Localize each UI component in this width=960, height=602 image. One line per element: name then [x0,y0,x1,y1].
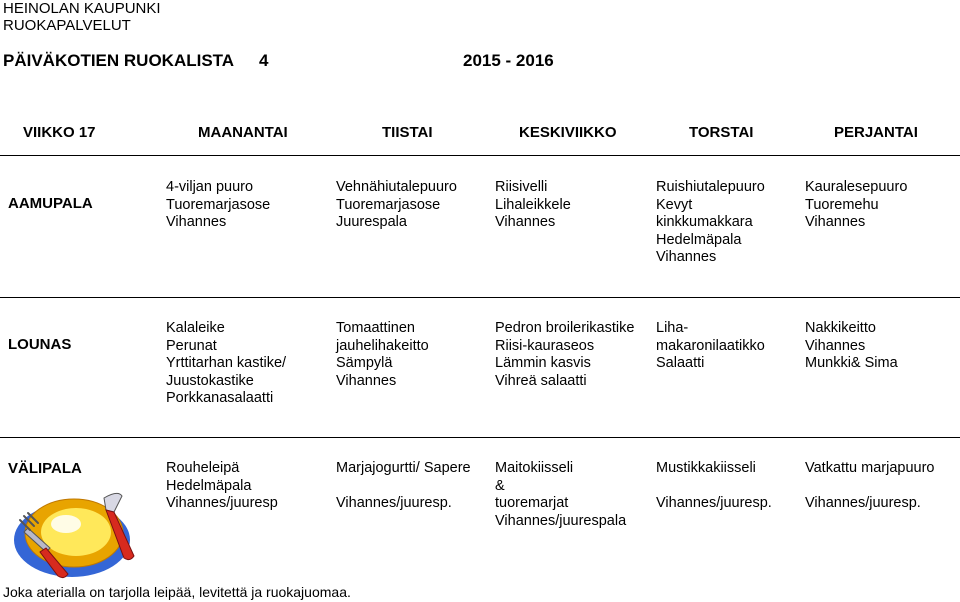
menu-item: Kauralesepuuro [805,179,908,195]
menu-item: Vihannes [805,214,866,230]
menu-item: Vihannes [166,214,227,230]
menu-cell-lunch-tuesday [336,320,429,390]
menu-item [805,478,935,496]
menu-item: Lämmin kasvis [495,355,591,371]
menu-item: Tuoremarjasose [166,196,271,213]
day-header-wednesday: KESKIVIIKKO [519,124,617,141]
menu-item: Hedelmäpala [166,477,252,494]
menu-cell-lunch-friday [805,320,898,373]
menu-item: 4-viljan puuro [166,179,254,195]
menu-item: Hedelmäpala [656,231,742,248]
menu-item: Lihaleikkele [495,196,571,213]
menu-item: Pedron broilerikastike [495,320,635,336]
menu-item: Kevyt [656,196,693,213]
menu-cell-breakfast-wednesday [495,179,571,232]
plate-cutlery-icon [6,486,146,584]
school-year: 2015 - 2016 [463,51,554,70]
row-label-breakfast: AAMUPALA [8,195,93,212]
menu-item: Vihannes/juuresp. [805,495,921,511]
plate-highlight [51,515,81,533]
menu-cell-lunch-wednesday [495,320,634,390]
menu-item: Mustikkakiisseli [656,460,756,476]
menu-cell-snack-friday [805,460,935,513]
day-header-thursday: TORSTAI [689,124,754,141]
day-header-monday: MAANANTAI [198,124,288,141]
menu-item: Vihannes/juuresp [166,495,278,511]
menu-item: Juustokastike [166,372,254,389]
menu-item: Tuoremehu [805,196,879,213]
menu-cell-breakfast-friday [805,179,907,232]
menu-cell-snack-thursday [656,460,772,513]
menu-item: Nakkikeitto [805,320,876,336]
menu-item [336,478,471,496]
menu-item: Perunat [166,337,217,354]
menu-item: Rouheleipä [166,460,240,476]
menu-item: Maitokiisseli [495,460,574,476]
menu-item: Tuoremarjasose [336,196,441,213]
menu-cell-lunch-monday [166,320,286,408]
menu-item: Vihreä salaatti [495,372,587,389]
menu-item: Vihannes/juuresp. [336,495,452,511]
plate-center [41,508,111,556]
menu-item: Munkki& Sima [805,355,898,371]
menu-item: Riisivelli [495,179,548,195]
menu-item: Vihannes [336,372,397,389]
day-header-tuesday: TIISTAI [382,124,433,141]
menu-item: Vatkattu marjapuuro [805,460,935,476]
menu-item [656,478,772,496]
menu-item: Marjajogurtti/ Sapere [336,460,471,476]
org-department: RUOKAPALVELUT [3,17,131,34]
row-divider [0,437,960,438]
menu-item: kinkkumakkara [656,214,753,230]
menu-item: Vihannes/juuresp. [656,495,772,511]
menu-item: Vihannes [495,214,556,230]
menu-item: Vehnähiutalepuuro [336,179,457,195]
menu-item: Kalaleike [166,320,225,336]
menu-item: & [495,477,505,494]
menu-item: Sämpylä [336,355,393,371]
row-divider [0,297,960,298]
menu-item: Salaatti [656,355,705,371]
menu-cell-breakfast-tuesday [336,179,457,232]
menu-item: Vihannes/juurespala [495,512,627,529]
day-header-friday: PERJANTAI [834,124,918,141]
week-label: VIIKKO 17 [23,124,96,141]
page-title: PÄIVÄKOTIEN RUOKALISTA [3,51,235,70]
menu-item: Vihannes [805,337,866,354]
menu-item: makaronilaatikko [656,337,765,354]
footer-note: Joka aterialla on tarjolla leipää, levitettä ja ruokajuomaa. [3,584,351,600]
menu-item: Riisi-kauraseos [495,337,595,354]
menu-item: Porkkanasalaatti [166,390,274,406]
menu-item: tuoremarjat [495,495,569,511]
org-name: HEINOLAN KAUPUNKI [3,0,161,17]
menu-cell-snack-wednesday [495,460,626,530]
menu-cell-snack-tuesday [336,460,471,513]
menu-cell-lunch-thursday [656,320,765,373]
row-label-lunch: LOUNAS [8,336,72,353]
menu-item: Juurespala [336,214,407,230]
menu-item: Ruishiutalepuuro [656,179,765,195]
menu-cell-snack-monday [166,460,278,513]
row-divider [0,155,960,156]
menu-cell-breakfast-monday [166,179,270,232]
menu-item: Vihannes [656,249,717,265]
row-label-snack: VÄLIPALA [8,460,82,477]
menu-item: Yrttitarhan kastike/ [166,355,287,371]
menu-cell-breakfast-thursday [656,179,765,267]
menu-item: Liha- [656,320,689,336]
menu-item: jauhelihakeitto [336,337,429,354]
menu-item: Tomaattinen [336,320,415,336]
list-number: 4 [259,51,269,70]
